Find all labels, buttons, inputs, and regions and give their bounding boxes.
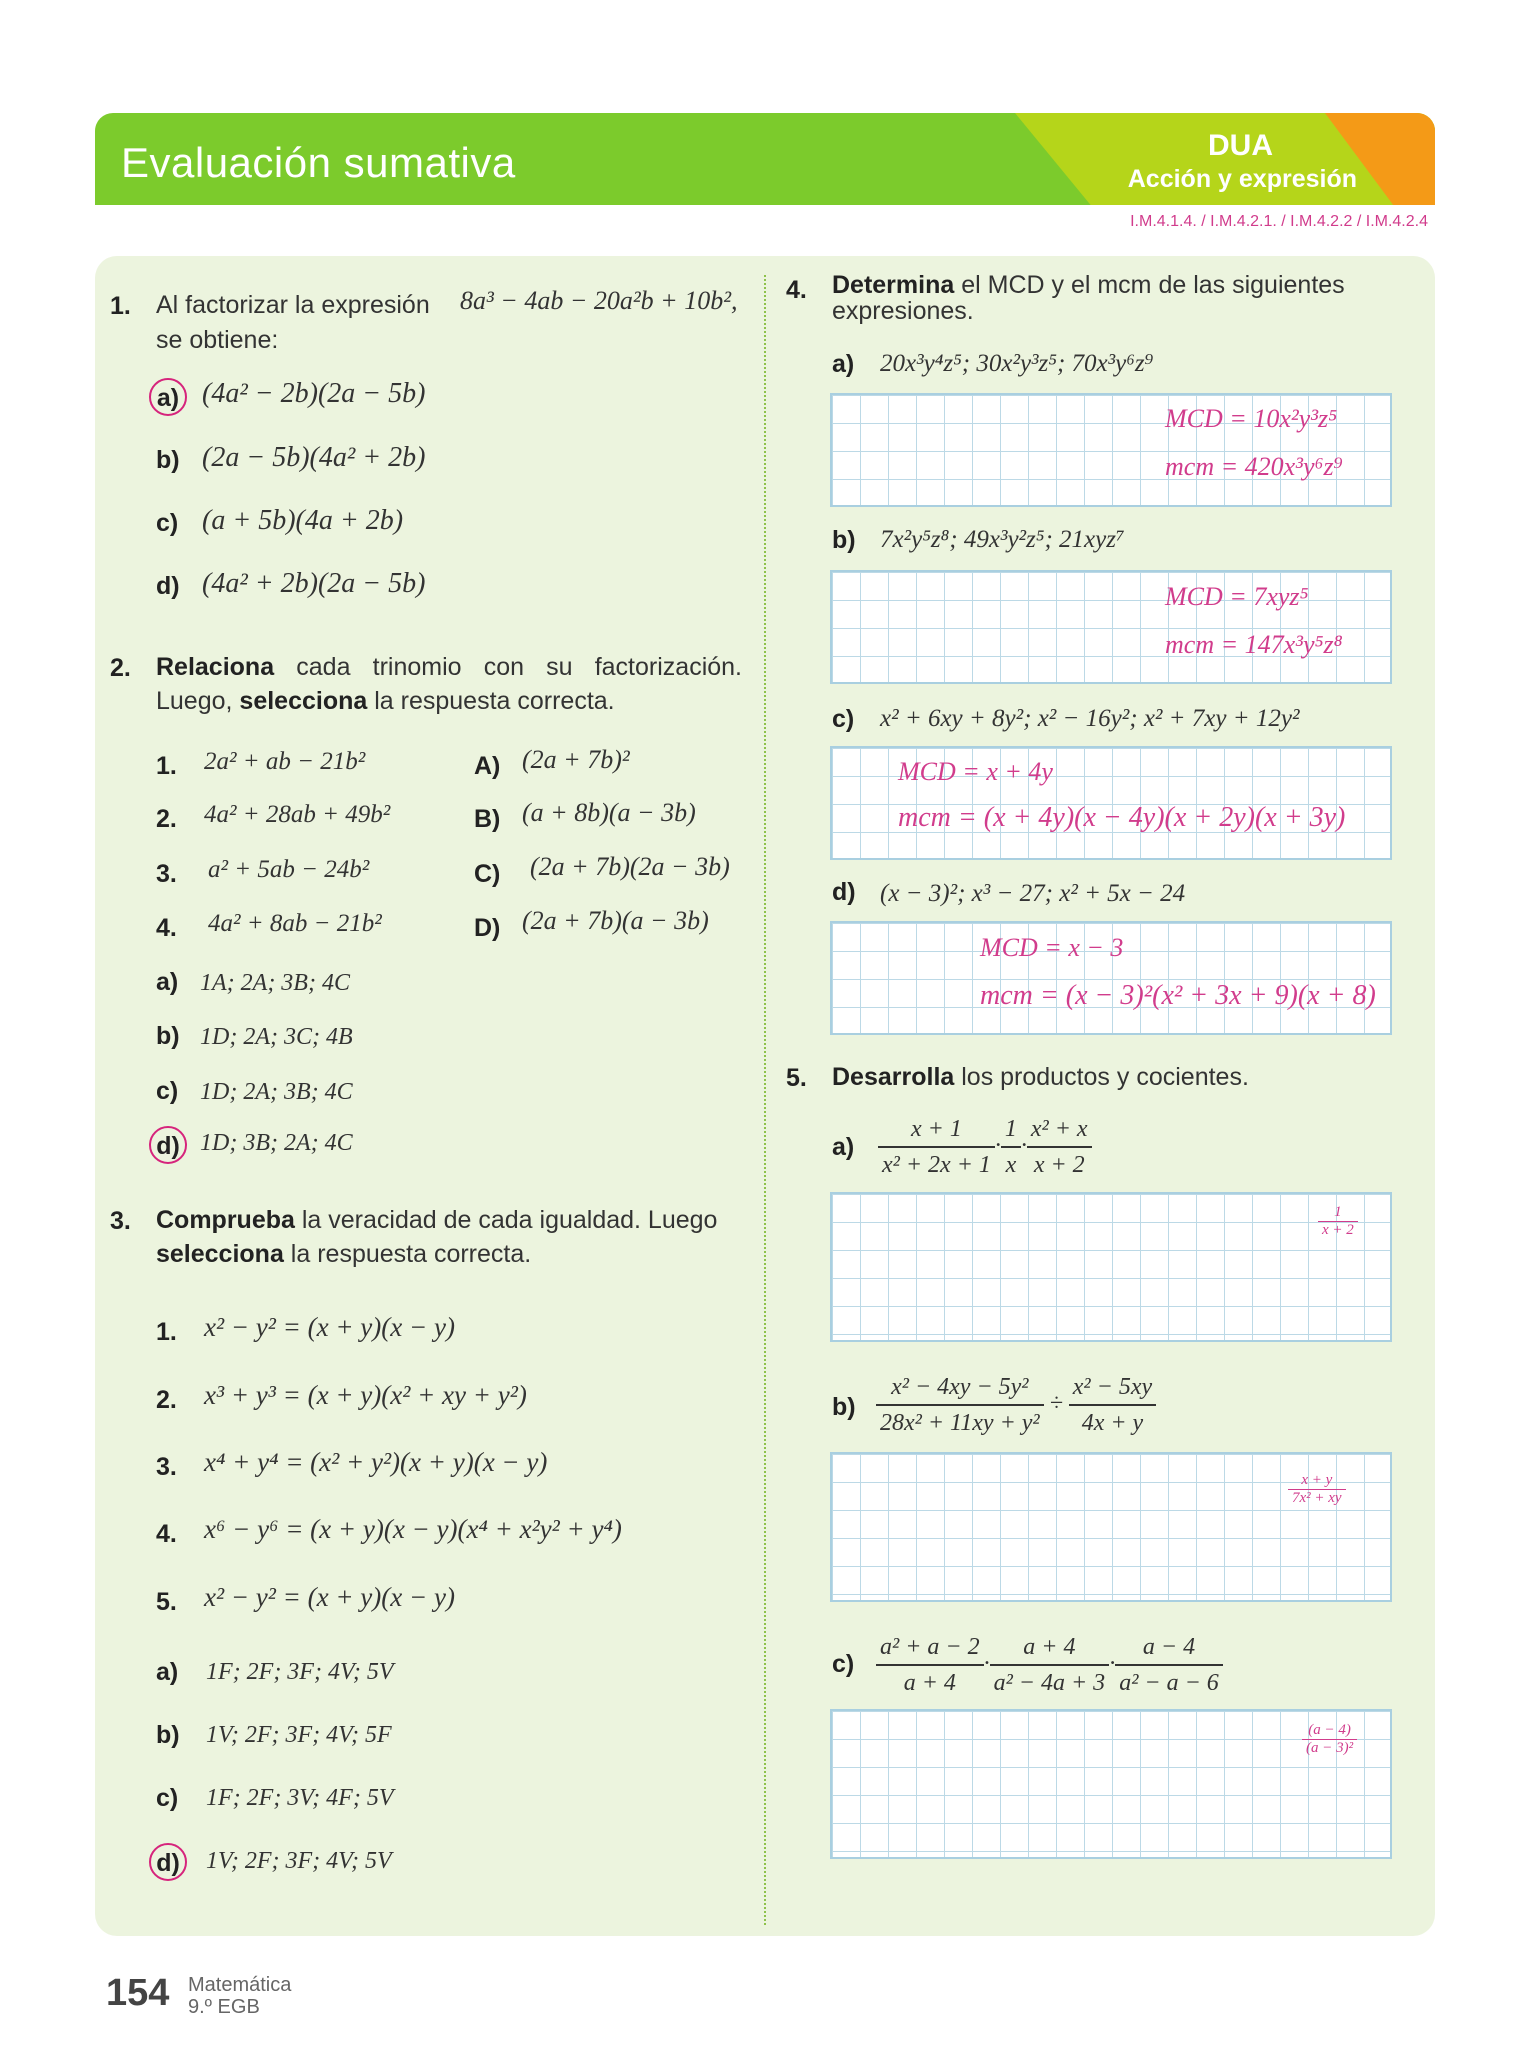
q3-option-a[interactable]: a) [156, 1658, 179, 1686]
q3-item-5-number: 5. [156, 1588, 177, 1616]
dua-subtitle: Acción y expresión [1127, 165, 1357, 193]
footer-subject [188, 1974, 291, 2018]
q1-option-d[interactable]: d) [156, 572, 180, 600]
page-title: Evaluación sumativa [121, 139, 516, 186]
q3-item-5-math: x² − y² = (x + y)(x − y) [204, 1582, 455, 1612]
column-divider [764, 275, 766, 1925]
q4b-math: 7x²y⁵z⁸; 49x³y²z⁵; 21xyz⁷ [880, 526, 1125, 553]
q5b-expression: $\frac{\text{x² − 4xy − 5y²}}{\text{28x² + 11xy + y²}}$ ÷ $\frac{\text{x² − 5xy}}{4x + y}$ [876, 1370, 1156, 1440]
q2-row-2-factor: (a + 8b)(a − 3b) [522, 798, 696, 827]
q2-option-c[interactable]: c) [156, 1077, 179, 1105]
q3-number: 3. [110, 1207, 131, 1235]
q5a-grid[interactable] [830, 1192, 1392, 1342]
q1-text: Al factorizar la expresión [156, 291, 430, 319]
q4c-answer-mcd: MCD = x + 4y [898, 757, 1053, 786]
q3-item-4-number: 4. [156, 1520, 177, 1548]
q2-option-d[interactable]: d) [156, 1126, 187, 1164]
q5-text: Desarrolla los productos y cocientes. [832, 1063, 1249, 1091]
q2-row-1-letter: A) [474, 752, 501, 780]
q2-number: 2. [110, 654, 131, 682]
page-number: 154 [106, 1972, 170, 2014]
q3-option-d[interactable]: d) [156, 1843, 187, 1881]
q4d-math: (x − 3)²; x³ − 27; x² + 5x − 24 [880, 880, 1186, 907]
q4b-answer-mcm: mcm = 147x³y⁵z⁸ [1165, 630, 1343, 659]
q2-row-2-trinomial: 4a² + 28ab + 49b² [204, 801, 391, 828]
q4a-answer-mcd: MCD = 10x²y³z⁵ [1165, 404, 1338, 433]
q3-option-c-math: 1F; 2F; 3V; 4F; 5V [206, 1785, 394, 1811]
q4d-answer-mcd: MCD = x − 3 [980, 933, 1124, 962]
footer-grade: 9.º EGB [188, 1996, 260, 2018]
q4d-answer-mcm: mcm = (x − 3)²(x² + 3x + 9)(x + 8) [980, 980, 1376, 1011]
q1-option-a-math: (4a² − 2b)(2a − 5b) [202, 378, 426, 409]
q2-option-d-math: 1D; 3B; 2A; 4C [200, 1130, 353, 1156]
q4c-answer-mcm: mcm = (x + 4y)(x − 4y)(x + 2y)(x + 3y) [898, 802, 1346, 833]
q1-option-b-math: (2a − 5b)(4a² + 2b) [202, 442, 426, 473]
q2-row-4-trinomial: 4a² + 8ab − 21b² [208, 910, 382, 937]
q5a-expression: $\frac{x + 1}{\text{x² + 2x + 1}}$ · $\frac{1}{x}$ · $\frac{\text{x² + x}}{x + 2}$ [878, 1112, 1092, 1182]
q5a-answer: $\frac{1}{x + 2}$ [1318, 1204, 1358, 1239]
q3-option-d-math: 1V; 2F; 3F; 4V; 5V [206, 1848, 392, 1874]
q4-number: 4. [786, 276, 807, 304]
q3-option-b[interactable]: b) [156, 1721, 180, 1749]
q5c-label: c) [832, 1650, 855, 1678]
q5b-answer: $\frac{x + y}{\text{7x² + xy}}$ [1288, 1472, 1346, 1507]
q3-option-a-math: 1F; 2F; 3F; 4V; 5V [206, 1659, 394, 1685]
q1-expression: 8a³ − 4ab − 20a²b + 10b², [460, 286, 738, 315]
q2-row-3-trinomial: a² + 5ab − 24b² [208, 856, 370, 883]
q2-option-a[interactable]: a) [156, 968, 179, 996]
q3-item-4-math: x⁶ − y⁶ = (x + y)(x − y)(x⁴ + x²y² + y⁴) [204, 1514, 622, 1544]
q4c-label: c) [832, 705, 855, 733]
q3-text: Comprueba la veracidad de cada igualdad. Luego selecciona la respuesta correcta. [156, 1206, 718, 1268]
q3-option-c[interactable]: c) [156, 1784, 179, 1812]
q2-row-3-factor: (2a + 7b)(2a − 3b) [530, 852, 730, 881]
q2-row-2-letter: B) [474, 805, 501, 833]
q4a-answer-mcm: mcm = 420x³y⁶z⁹ [1165, 452, 1343, 481]
indicator-codes: I.M.4.1.4. / I.M.4.2.1. / I.M.4.2.2 / I.M.4.2.4 [1130, 213, 1428, 230]
q4b-answer-mcd: MCD = 7xyz⁵ [1165, 582, 1309, 611]
q2-text: Relaciona cada trinomio con su factorización. Luego, selecciona la respuesta correcta. [156, 653, 742, 715]
q5c-answer: $\frac{(a - 4)}{\text{(a − 3)²}}$ [1302, 1722, 1357, 1757]
q2-option-b-math: 1D; 2A; 3C; 4B [200, 1024, 353, 1050]
q4d-label: d) [832, 878, 856, 906]
q5-number: 5. [786, 1064, 807, 1092]
q3-item-2-math: x³ + y³ = (x + y)(x² + xy + y²) [204, 1380, 527, 1410]
dua-title: DUA [1208, 129, 1273, 162]
q2-option-a-math: 1A; 2A; 3B; 4C [200, 970, 350, 996]
q3-item-1-number: 1. [156, 1318, 177, 1346]
q5a-label: a) [832, 1133, 855, 1161]
q3-option-b-math: 1V; 2F; 3F; 4V; 5F [206, 1722, 392, 1748]
q1-option-c[interactable]: c) [156, 509, 179, 537]
q4b-label: b) [832, 526, 856, 554]
q3-item-3-number: 3. [156, 1453, 177, 1481]
q4-text: Determina el MCD y el mcm de las siguientes expresiones. [832, 271, 1345, 325]
q3-item-1-math: x² − y² = (x + y)(x − y) [204, 1312, 455, 1342]
q1-option-b[interactable]: b) [156, 446, 180, 474]
q2-row-1-factor: (2a + 7b)² [522, 745, 630, 774]
q1-option-c-math: (a + 5b)(4a + 2b) [202, 505, 404, 536]
q2-row-4-factor: (2a + 7b)(a − 3b) [522, 906, 709, 935]
q2-row-3-number: 3. [156, 860, 177, 888]
q5c-expression: $\frac{\text{a² + a − 2}}{a + 4}$ · $\frac{a + 4}{\text{a² − 4a + 3}}$ · $\frac{a - 4}{\text{a² − a − 6}}$ [876, 1630, 1223, 1700]
q4c-math: x² + 6xy + 8y²; x² − 16y²; x² + 7xy + 12y² [880, 705, 1300, 732]
q2-option-c-math: 1D; 2A; 3B; 4C [200, 1079, 353, 1105]
q2-row-3-letter: C) [474, 860, 501, 888]
q5b-label: b) [832, 1393, 856, 1421]
q2-row-4-number: 4. [156, 914, 177, 942]
q1-text-2: se obtiene: [156, 326, 279, 354]
q1-option-d-math: (4a² + 2b)(2a − 5b) [202, 568, 426, 599]
q2-row-2-number: 2. [156, 805, 177, 833]
q3-item-3-math: x⁴ + y⁴ = (x² + y²)(x + y)(x − y) [204, 1447, 548, 1477]
q2-row-4-letter: D) [474, 914, 501, 942]
q2-row-1-number: 1. [156, 752, 177, 780]
q1-number: 1. [110, 292, 131, 320]
q2-option-b[interactable]: b) [156, 1022, 180, 1050]
q4a-label: a) [832, 350, 855, 378]
header-banner [95, 113, 1435, 205]
q3-item-2-number: 2. [156, 1386, 177, 1414]
q1-option-a[interactable]: a) [156, 378, 187, 416]
footer-subject-name: Matemática [188, 1974, 292, 1996]
q4a-math: 20x³y⁴z⁵; 30x²y³z⁵; 70x³y⁶z⁹ [880, 350, 1154, 377]
q2-row-1-trinomial: 2a² + ab − 21b² [204, 748, 366, 775]
